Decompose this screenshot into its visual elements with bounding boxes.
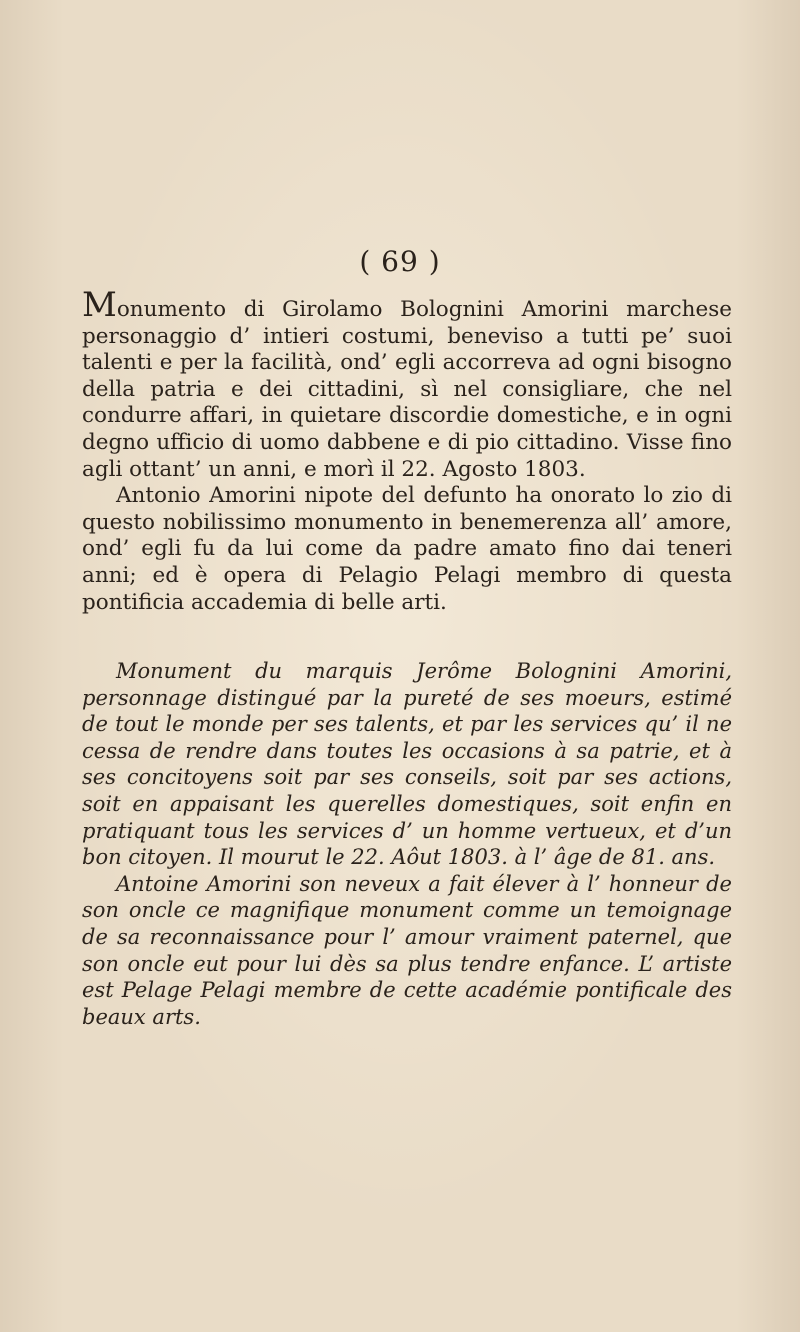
italian-paragraph-2: Antonio Amorini nipote del defunto ha onorato lo zio di questo nobilissimo monumento in benemerenza all’ amore, ond’ egli fu da lui come da padre amato fino dai teneri anni; ed è opera di Pelagio Pelagi membro di questa pontificia accademia di belle arti. bbox=[82, 483, 732, 615]
drop-cap: M bbox=[82, 285, 117, 325]
italian-paragraph-1-text: onumento di Girolamo Bolognini Amorini marchese personaggio d’ intieri costumi, beneviso a tutti pe’ suoi talenti e per la facilità, ond’ egli accorreva ad ogni bisogno della patria e dei cittadini, sì nel consigliare, che nel condurre affari, in quietare discordie domestiche, e in ogni degno ufficio di uomo dabbene e di pio cittadino. Visse fino agli ottant’ un anni, e morì il 22. Agosto 1803. bbox=[82, 297, 732, 482]
french-paragraph-2: Antoine Amorini son neveux a fait élever à l’ honneur de son oncle ce magnifique monument comme un temoignage de sa reconnaissance pour l’ amour vraiment paternel, que son oncle eut pour lui dès sa plus tendre enfance. L’ artiste est Pelage Pelagi membre de cette académie pontificale des beaux arts. bbox=[82, 871, 732, 1029]
page-number: ( 69 ) bbox=[359, 245, 441, 278]
french-paragraph-1: Monument du marquis Jerôme Bolognini Amorini, personnage distingué par la pureté de ses moeurs, estimé de tout le monde per ses talents, et par les services qu’ il ne cessa de rendre dans toutes les occasions à sa patrie, et à ses concitoyens soit par ses conseils, soit par ses actions, soit en appaisant les querelles domestiques, soit enfin en pratiquant tous les services d’ un homme vertueux, et d’un bon citoyen. Il mourut le 22. Aôut 1803. à l’ âge de 81. ans. bbox=[82, 659, 732, 870]
italian-paragraph-1 bbox=[82, 285, 732, 483]
italian-inscription bbox=[82, 285, 732, 616]
french-inscription bbox=[82, 658, 732, 1030]
